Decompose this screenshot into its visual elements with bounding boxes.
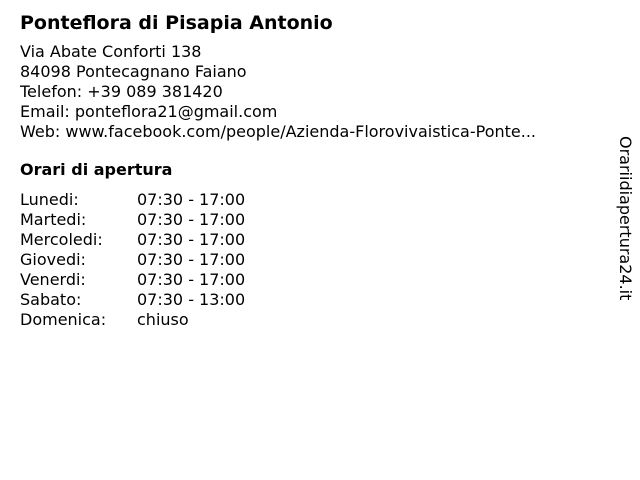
hours-time: 07:30 - 13:00: [137, 290, 246, 309]
hours-day: Giovedi:: [20, 250, 86, 269]
email-link[interactable]: ponteflora21@gmail.com: [74, 102, 278, 121]
email-label: Email:: [20, 102, 70, 121]
hours-day: Sabato:: [20, 290, 82, 309]
business-card: [20, 10, 600, 330]
hours-row: [20, 270, 245, 290]
address-city: 84098 Pontecagnano Faiano: [20, 62, 247, 81]
hours-row: [20, 190, 245, 210]
hours-time: 07:30 - 17:00: [137, 190, 246, 209]
hours-day: Mercoledi:: [20, 230, 103, 249]
business-name: Ponteflora di Pisapia Antonio: [20, 12, 333, 34]
phone-link[interactable]: +39 089 381420: [87, 82, 223, 101]
hours-row: [20, 290, 245, 310]
hours-time: 07:30 - 17:00: [137, 250, 246, 269]
email-row: [20, 102, 600, 122]
hours-day: Domenica:: [20, 310, 107, 329]
hours-time: 07:30 - 17:00: [137, 210, 246, 229]
phone-row: [20, 82, 600, 102]
hours-day: Martedi:: [20, 210, 87, 229]
hours-day: Lunedi:: [20, 190, 79, 209]
opening-hours-table: [20, 190, 245, 330]
opening-hours-title: Orari di apertura: [20, 160, 173, 179]
hours-row: [20, 230, 245, 250]
hours-day: Venerdi:: [20, 270, 86, 289]
hours-row: [20, 250, 245, 270]
phone-label: Telefon:: [20, 82, 83, 101]
hours-row: [20, 310, 245, 330]
hours-time: chiuso: [137, 310, 189, 329]
web-row: [20, 122, 600, 142]
site-watermark: Orariidiapertura24.it: [616, 136, 635, 301]
web-link[interactable]: www.facebook.com/people/Azienda-Florovivaistica-Ponte...: [65, 122, 537, 141]
web-label: Web:: [20, 122, 61, 141]
hours-time: 07:30 - 17:00: [137, 270, 246, 289]
hours-row: [20, 210, 245, 230]
hours-time: 07:30 - 17:00: [137, 230, 246, 249]
address-street: Via Abate Conforti 138: [20, 42, 202, 61]
